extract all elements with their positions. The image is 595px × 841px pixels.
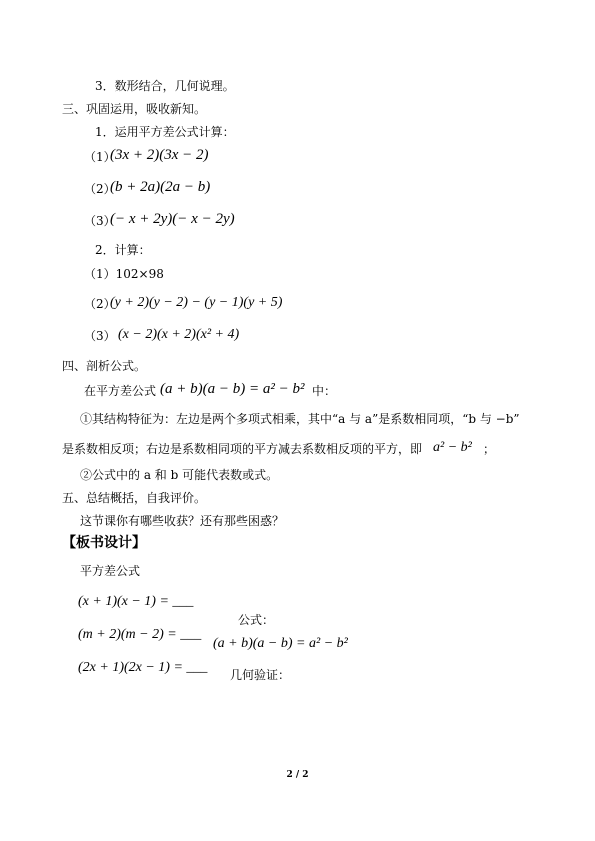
board-title: 平方差公式 xyxy=(80,564,141,578)
problem-1-expr: (3x + 2)(3x − 2) xyxy=(110,147,209,163)
calc-2-expr: (y + 2)(y − 2) − (y − 1)(y + 5) xyxy=(110,295,283,310)
exercise-1-title: 1．运用平方差公式计算： xyxy=(95,125,235,139)
calc-2-label: （2） xyxy=(84,297,116,311)
note-line: ②公式中的 a 和 b 可能代表数或式。 xyxy=(80,468,279,482)
board-eq-2: (m + 2)(m − 2) = ___ xyxy=(78,627,202,642)
exercise-2-title: 2．计算： xyxy=(95,243,151,257)
problem-2-label: （2） xyxy=(84,182,116,196)
problem-1-label: （1） xyxy=(84,150,116,164)
structure-line-2-text: 是系数相反项；右边是系数相同项的平方减去系数相反项的平方，即 xyxy=(62,442,423,456)
structure-line-2-expr: a² − b² xyxy=(433,440,472,455)
calc-1-text: （1）102×98 xyxy=(84,267,164,281)
formula-intro-expr: (a + b)(a − b) = a² − b² xyxy=(160,381,305,397)
formula-intro-text: 在平方差公式 xyxy=(84,384,157,398)
board-design-heading: 【板书设计】 xyxy=(62,535,146,551)
page-number: 2 / 2 xyxy=(286,770,309,780)
problem-3-label: （3） xyxy=(84,214,116,228)
reflection-question: 这节课你有哪些收获？还有那些困惑？ xyxy=(80,514,285,528)
section-4-heading: 四、剖析公式。 xyxy=(62,359,147,373)
calc-3-label: （3） xyxy=(84,329,116,343)
problem-3-expr: (− x + 2y)(− x − 2y) xyxy=(110,211,235,227)
board-geometry-label: 几何验证： xyxy=(230,668,291,682)
item-3-text: 3．数形结合，几何说理。 xyxy=(95,79,235,93)
board-formula: (a + b)(a − b) = a² − b² xyxy=(213,636,348,651)
structure-line-2-suffix: ； xyxy=(483,442,496,456)
board-eq-3: (2x + 1)(2x − 1) = ___ xyxy=(78,660,208,675)
structure-line-1: ①其结构特征为：左边是两个多项式相乘，其中“a 与 a”是系数相同项，“b 与 −b” xyxy=(80,412,520,426)
calc-3-expr: (x − 2)(x + 2)(x² + 4) xyxy=(118,327,240,342)
section-5-heading: 五、总结概括，自我评价。 xyxy=(62,491,207,505)
formula-intro-suffix: 中： xyxy=(312,384,337,398)
problem-2-expr: (b + 2a)(2a − b) xyxy=(110,179,211,195)
board-formula-label: 公式： xyxy=(238,613,275,627)
section-3-heading: 三、巩固运用，吸收新知。 xyxy=(62,102,207,116)
board-eq-1: (x + 1)(x − 1) = ___ xyxy=(78,594,194,609)
